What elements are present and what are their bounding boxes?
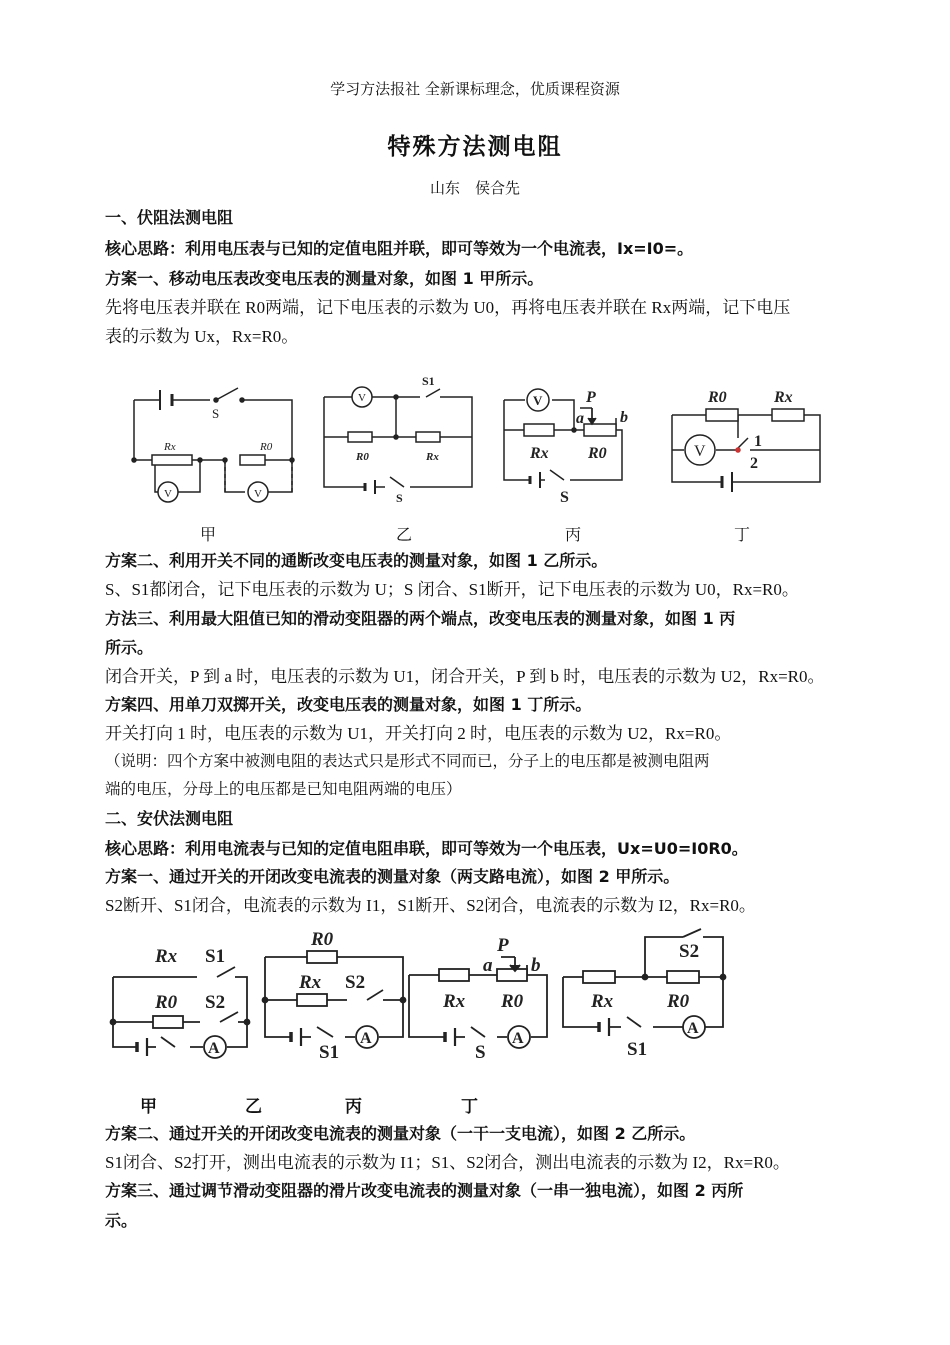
fig1-ding-Rx: Rx	[774, 389, 793, 406]
fig1-jia-R0: R0	[260, 441, 273, 453]
fig2-circuit-bing	[409, 957, 547, 1048]
fig1-jia-V2: V	[254, 488, 262, 500]
fig1-label-yi: 乙	[396, 525, 413, 544]
section1-plan4-title: 方案四、用单刀双掷开关，改变电压表的测量对象，如图 1 丁所示。	[105, 695, 592, 714]
fig1-circuit-yi	[324, 387, 472, 494]
section2-plan1-title: 方案一、通过开关的开闭改变电流表的测量对象（两支路电流），如图 2 甲所示。	[105, 867, 680, 886]
fig2-jia-S1: S1	[205, 946, 226, 967]
fig2-circuit-ding	[563, 929, 726, 1038]
fig1-bing-R0: R0	[588, 445, 607, 462]
fig2-bing-S: S	[475, 1042, 486, 1063]
fig1-bing-a: a	[576, 410, 584, 427]
fig2-label-bing: 丙	[345, 1097, 362, 1117]
section1-plan1-text-a: 先将电压表并联在 R0两端，记下电压表的示数为 U0，再将电压表并联在 Rx两端，记下电压	[105, 298, 791, 317]
fig2-label-ding: 丁	[461, 1097, 478, 1117]
fig2-bing-a: a	[483, 955, 493, 976]
page-title: 特殊方法测电阻	[387, 133, 563, 160]
section1-note-a: （说明：四个方案中被测电阻的表达式只是形式不同而已，分子上的电压都是被测电阻两	[105, 752, 710, 770]
section2-core-idea: 核心思路：利用电流表与已知的定值电阻串联，即可等效为一个电压表，Ux=U0=I0R0。	[105, 839, 748, 858]
fig2-circuit-yi	[263, 951, 406, 1048]
fig1-jia-S: S	[212, 406, 220, 421]
fig1-yi-S1: S1	[422, 374, 435, 388]
fig2-bing-b: b	[531, 955, 541, 976]
section1-plan3-text: 闭合开关，P 到 a 时，电压表的示数为 U1，闭合开关，P 到 b 时，电压表的示数为 U2，Rx=R0。	[105, 667, 825, 686]
section2-plan2-title: 方案二、通过开关的开闭改变电流表的测量对象（一干一支电流），如图 2 乙所示。	[105, 1124, 696, 1143]
section2-plan1-text: S2断开、S1闭合，电流表的示数为 I1，S1断开、S2闭合，电流表的示数为 I2，Rx=R0。	[105, 896, 756, 915]
fig2-bing-P: P	[497, 935, 509, 956]
fig1-jia-Rx: Rx	[164, 441, 176, 453]
section1-plan1-title: 方案一、移动电压表改变电压表的测量对象，如图 1 甲所示。	[105, 269, 544, 288]
fig2-ding-A: A	[687, 1020, 699, 1037]
page-header: 学习方法报社 全新课标理念，优质课程资源	[330, 80, 620, 98]
figure2-circuits	[105, 925, 845, 1070]
fig2-jia-R0: R0	[155, 992, 178, 1013]
figure1-circuits	[120, 370, 860, 520]
fig2-ding-R0: R0	[667, 991, 690, 1012]
fig2-ding-S1: S1	[627, 1039, 648, 1060]
fig1-bing-V: V	[533, 393, 543, 408]
fig2-label-yi: 乙	[245, 1097, 262, 1117]
fig2-circuit-jia	[111, 967, 250, 1058]
fig1-label-ding: 丁	[734, 525, 751, 544]
section2-heading: 二、安伏法测电阻	[105, 809, 234, 828]
section1-plan4-text: 开关打向 1 时，电压表的示数为 U1，开关打向 2 时，电压表的示数为 U2，Rx=R0。	[105, 724, 732, 743]
fig2-yi-Rx: Rx	[299, 972, 322, 993]
section1-plan1-text-b: 表的示数为 Ux，Rx=R0。	[105, 327, 299, 346]
section2-plan3-title-a: 方案三、通过调节滑动变阻器的滑片改变电流表的测量对象（一串一独电流），如图 2 丙所	[105, 1181, 744, 1200]
fig2-bing-Rx: Rx	[443, 991, 466, 1012]
fig1-ding-V: V	[694, 443, 706, 460]
fig1-label-bing: 丙	[565, 525, 582, 544]
fig1-bing-P: P	[586, 389, 596, 406]
fig1-bing-b: b	[620, 409, 628, 426]
fig2-yi-S1: S1	[319, 1042, 340, 1063]
fig1-label-jia: 甲	[200, 525, 217, 544]
section2-plan3-title-b: 示。	[105, 1211, 138, 1230]
fig1-yi-R0: R0	[356, 451, 369, 463]
author-line: 山东 侯合先	[429, 179, 520, 197]
fig1-yi-V: V	[358, 392, 366, 404]
fig2-label-jia: 甲	[140, 1097, 157, 1117]
section1-core-idea: 核心思路：利用电压表与已知的定值电阻并联，即可等效为一个电流表，Ix=I0=。	[105, 239, 694, 258]
fig2-jia-S2: S2	[205, 992, 226, 1013]
fig2-yi-S2: S2	[345, 972, 366, 993]
fig2-jia-A: A	[208, 1040, 220, 1057]
fig1-ding-1: 1	[754, 433, 762, 450]
fig2-bing-A: A	[512, 1030, 524, 1047]
fig1-yi-S: S	[396, 491, 403, 505]
fig1-bing-S: S	[560, 489, 569, 506]
section2-plan2-text: S1闭合、S2打开，测出电流表的示数为 I1；S1、S2闭合，测出电流表的示数为 I2，Rx=R0。	[105, 1153, 790, 1172]
fig2-ding-S2: S2	[679, 941, 700, 962]
fig1-ding-2: 2	[750, 455, 758, 472]
section1-plan3-title-a: 方法三、利用最大阻值已知的滑动变阻器的两个端点，改变电压表的测量对象，如图 1 丙	[105, 609, 736, 628]
fig1-yi-Rx: Rx	[426, 451, 439, 463]
fig1-bing-Rx: Rx	[530, 445, 549, 462]
fig2-yi-R0: R0	[311, 929, 334, 950]
fig1-ding-R0: R0	[708, 389, 727, 406]
section1-plan2-title: 方案二、利用开关不同的通断改变电压表的测量对象，如图 1 乙所示。	[105, 551, 608, 570]
fig2-yi-A: A	[360, 1030, 372, 1047]
section1-heading: 一、伏阻法测电阻	[105, 208, 234, 227]
section1-note-b: 端的电压，分母上的电压都是已知电阻两端的电压）	[105, 780, 462, 798]
fig2-jia-Rx: Rx	[155, 946, 178, 967]
fig2-bing-R0: R0	[501, 991, 524, 1012]
fig1-circuit-bing	[504, 389, 622, 488]
fig1-jia-V1: V	[164, 488, 172, 500]
section1-plan3-title-b: 所示。	[105, 638, 154, 657]
section1-plan2-text: S、S1都闭合，记下电压表的示数为 U；S 闭合、S1断开，记下电压表的示数为 U0，Rx=R0。	[105, 580, 799, 599]
fig2-ding-Rx: Rx	[591, 991, 614, 1012]
